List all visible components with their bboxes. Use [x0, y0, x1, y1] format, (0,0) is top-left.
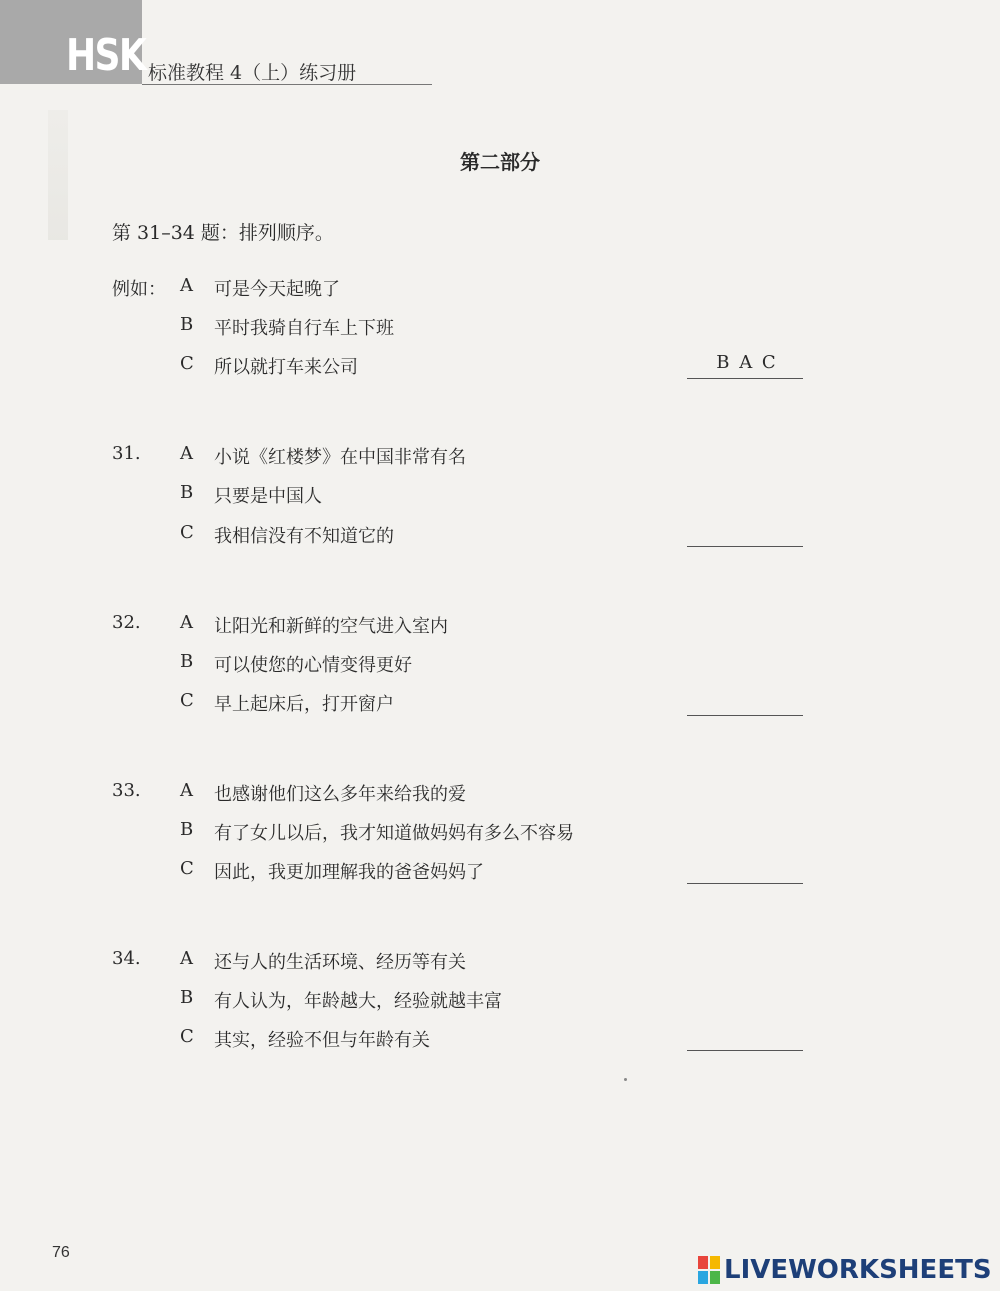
question-number: 33.: [112, 780, 141, 801]
header-bar: [0, 0, 146, 84]
option-letter: B: [180, 651, 194, 672]
option-text: 有人认为，年龄越大，经验就越丰富: [214, 991, 502, 1012]
print-speck: [624, 1078, 627, 1081]
instruction: 第 31–34 题：排列顺序。: [112, 222, 334, 244]
page-number: 76: [52, 1244, 70, 1261]
question-number: 31.: [112, 443, 141, 464]
option-text: 可是今天起晚了: [214, 279, 340, 300]
logo-square: [698, 1256, 708, 1269]
answer-blank-31[interactable]: [687, 546, 803, 547]
option-letter: A: [180, 948, 193, 969]
option-text: 还与人的生活环境、经历等有关: [214, 952, 466, 973]
watermark[interactable]: [698, 1253, 992, 1287]
question-number: 32.: [112, 612, 141, 633]
option-text: 只要是中国人: [214, 486, 322, 507]
option-text: 早上起床后，打开窗户: [214, 694, 394, 715]
logo-square: [710, 1256, 720, 1269]
option-letter: A: [180, 275, 193, 296]
option-letter: A: [180, 612, 193, 633]
option-text: 因此，我更加理解我的爸爸妈妈了: [214, 862, 484, 883]
option-text: 也感谢他们这么多年来给我的爱: [214, 784, 466, 805]
question-number: 34.: [112, 948, 141, 969]
example-answer: B A C: [716, 352, 778, 373]
answer-blank-33[interactable]: [687, 883, 803, 884]
section-title: 第二部分: [460, 150, 540, 174]
option-letter: B: [180, 819, 194, 840]
option-text: 可以使您的心情变得更好: [214, 655, 412, 676]
example-answer-line: [687, 378, 803, 379]
answer-blank-32[interactable]: [687, 715, 803, 716]
watermark-text: LIVEWORKSHEETS: [724, 1255, 992, 1285]
header-divider: [142, 84, 432, 85]
option-text: 其实，经验不但与年龄有关: [214, 1030, 430, 1051]
option-text: 小说《红楼梦》在中国非常有名: [214, 447, 466, 468]
option-text: 我相信没有不知道它的: [214, 526, 394, 547]
option-letter: C: [180, 522, 194, 543]
margin-tab: [48, 110, 68, 240]
option-letter: A: [180, 780, 193, 801]
example-label: 例如：: [112, 279, 166, 300]
option-text: 所以就打车来公司: [214, 357, 358, 378]
option-text: 平时我骑自行车上下班: [214, 318, 394, 339]
option-letter: C: [180, 858, 194, 879]
option-text: 有了女儿以后，我才知道做妈妈有多么不容易: [214, 823, 574, 844]
option-letter: A: [180, 443, 193, 464]
logo-square: [698, 1271, 708, 1284]
option-letter: C: [180, 353, 194, 374]
option-letter: C: [180, 1026, 194, 1047]
option-letter: B: [180, 314, 194, 335]
book-title: 标准教程 4（上）练习册: [148, 62, 357, 84]
answer-blank-34[interactable]: [687, 1050, 803, 1051]
option-text: 让阳光和新鲜的空气进入室内: [214, 616, 448, 637]
option-letter: C: [180, 690, 194, 711]
series-logo: HSK: [66, 30, 146, 81]
logo-square: [710, 1271, 720, 1284]
option-letter: B: [180, 482, 194, 503]
liveworksheets-logo-icon: [698, 1256, 720, 1284]
option-letter: B: [180, 987, 194, 1008]
